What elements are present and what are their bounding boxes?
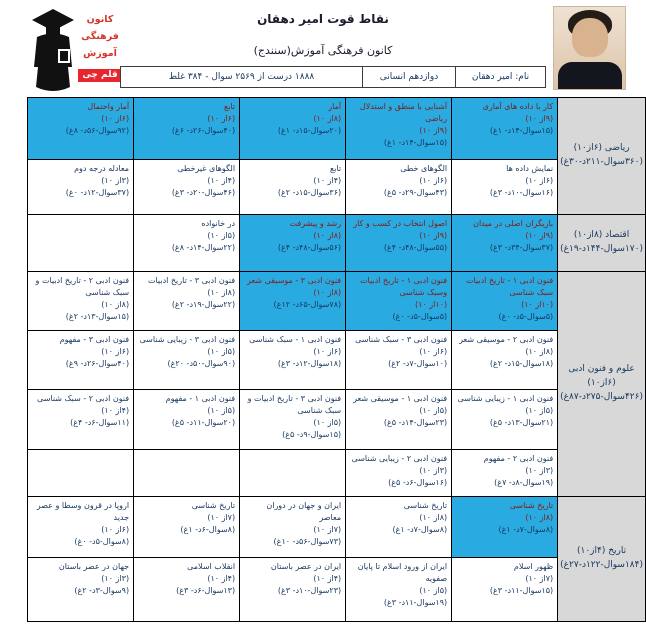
topic-counts: (۷۳سوال-۵۶د- ۱۰غ) xyxy=(273,537,342,546)
topic-name: بازیگران اصلی در میدان xyxy=(473,219,554,228)
subject-cell xyxy=(558,215,646,272)
topic-name: در خانواده xyxy=(201,219,236,228)
topic-rating: (۶از ۱۰) xyxy=(525,176,554,185)
topic-name: تاریخ شناسی xyxy=(191,501,236,510)
topic-counts: (۱۰سوال-۷د- ۲غ) xyxy=(388,359,448,368)
topic-name: فنون ادبی ۱ - زیبایی شناسی xyxy=(457,394,554,403)
topic-name: فنون ادبی ۱ - موسیقی شعر xyxy=(353,394,448,403)
topic-rating: (۴از ۱۰) xyxy=(207,574,236,583)
topic-counts: (۱۶سوال-۱۰د- ۳غ) xyxy=(489,188,554,197)
topic-name: تابع xyxy=(329,164,342,173)
topic-name: الگوهای خطی xyxy=(400,164,448,173)
table-row xyxy=(28,390,646,450)
topic-rating: (۸از ۱۰) xyxy=(419,513,448,522)
topic-cell xyxy=(28,160,134,215)
topic-rating: (۶از ۱۰) xyxy=(101,525,130,534)
topic-name: فنون ادبی ۲ - مفهوم xyxy=(483,454,554,463)
topic-counts: (۸سوال-۶د- ۱غ) xyxy=(180,525,236,534)
topic-name: تاریخ شناسی xyxy=(403,501,448,510)
topic-rating: (۵از ۱۰) xyxy=(207,406,236,415)
topic-counts: (۴۳سوال-۲۹د- ۵غ) xyxy=(383,188,448,197)
topic-name: انقلاب اسلامی xyxy=(187,562,236,571)
topic-counts: (۹سوال-۳د- ۲غ) xyxy=(74,586,130,595)
topic-cell xyxy=(28,558,134,622)
topic-counts: (۲۰سوال-۱۱د- ۵غ) xyxy=(171,418,236,427)
topic-name: ایران در عصر باستان xyxy=(270,562,342,571)
subject-name: تاریخ (۴از۱۰) xyxy=(576,546,627,557)
topic-counts: (۸سوال-۷د- ۱غ) xyxy=(498,525,554,534)
topic-cell xyxy=(240,390,346,450)
topic-cell xyxy=(346,215,452,272)
topic-cell xyxy=(240,558,346,622)
topic-rating: (۸از ۱۰) xyxy=(207,288,236,297)
topic-rating: (۵از ۱۰) xyxy=(207,231,236,240)
topic-rating: (۷از ۱۰) xyxy=(207,513,236,522)
topic-counts: (۱۸سوال-۱۵د- ۲غ) xyxy=(489,359,554,368)
topic-counts: (۱۹سوال-۸د- ۷غ) xyxy=(494,478,554,487)
strengths-table xyxy=(27,97,646,622)
empty-cell xyxy=(134,450,240,497)
topic-rating: (۶از ۱۰) xyxy=(419,176,448,185)
topic-counts: (۴۰سوال-۲۶د- ۹غ) xyxy=(65,359,130,368)
topic-rating: (۹از ۱۰) xyxy=(525,231,554,240)
topic-rating: (۱۰از ۱۰) xyxy=(521,300,554,309)
topic-counts: (۳۷سوال-۱۲د- ۰غ) xyxy=(65,188,130,197)
topic-cell xyxy=(452,497,558,558)
topic-cell xyxy=(240,497,346,558)
table-row xyxy=(28,331,646,390)
topic-cell xyxy=(240,272,346,331)
page-title: نقاط قوت امیر دهقان xyxy=(257,12,389,26)
topic-counts: (۵۵سوال-۴۸د- ۴غ) xyxy=(383,243,448,252)
topic-name: رشد و پیشرفت xyxy=(289,219,342,228)
subject-name: ریاضی (۶از۱۰) xyxy=(573,143,630,154)
topic-cell xyxy=(346,331,452,390)
topic-counts: (۸سوال-۷د- ۱غ) xyxy=(392,525,448,534)
topic-counts: (۴۶سوال-۲۰د- ۳غ) xyxy=(171,188,236,197)
table-row xyxy=(28,497,646,558)
topic-name: فنون ادبی ۱ - تاریخ ادبیات سبک شناسی xyxy=(466,276,554,297)
topic-counts: (۲۲سوال-۱۴د- ۸غ) xyxy=(171,243,236,252)
topic-rating: (۶از ۱۰) xyxy=(101,114,130,123)
topic-name: فنون ادبی ۳ - سبک شناسی xyxy=(355,335,448,344)
topic-name: فنون ادبی ۳ - موسیقی شعر xyxy=(247,276,342,285)
subject-cell xyxy=(558,272,646,497)
empty-cell xyxy=(28,450,134,497)
topic-counts: (۲۰سوال-۱۵د- ۱غ) xyxy=(277,126,342,135)
table-row xyxy=(28,272,646,331)
topic-cell xyxy=(240,331,346,390)
topic-name: آشنایی با منطق و استدلال ریاضی xyxy=(359,102,448,123)
topic-counts: (۲۲سوال-۱۹د- ۲غ) xyxy=(171,300,236,309)
topic-counts: (۷۸سوال-۶۵د- ۱۲غ) xyxy=(273,300,342,309)
photo-shirt xyxy=(558,62,622,89)
topic-counts: (۱۵سوال-۱۴د- ۱غ) xyxy=(489,126,554,135)
topic-cell xyxy=(240,160,346,215)
student-photo xyxy=(553,6,626,90)
topic-cell xyxy=(134,160,240,215)
topic-rating: (۸از ۱۰) xyxy=(525,347,554,356)
topic-name: تاریخ شناسی xyxy=(509,501,554,510)
topic-counts: (۱۵سوال-۱۳د- ۲غ) xyxy=(65,312,130,321)
photo-face xyxy=(572,18,608,57)
topic-cell xyxy=(240,215,346,272)
student-name: نام: امیر دهقان xyxy=(455,67,545,87)
topic-name: اصول انتخاب در کسب و کار xyxy=(353,219,448,228)
topic-cell xyxy=(346,98,452,160)
topic-cell xyxy=(28,331,134,390)
topic-cell xyxy=(240,98,346,160)
topic-cell xyxy=(134,215,240,272)
topic-name: اروپا در قرون وسطا و عصر جدید xyxy=(36,501,130,522)
topic-name: فنون ادبی ۳ - زیبایی شناسی xyxy=(139,335,236,344)
topic-counts: (۴۰سوال-۲۶د- ۶غ) xyxy=(171,126,236,135)
logo-word-amoozesh: آموزش xyxy=(83,48,117,59)
subject-counts: (۳۶۰سوال-۲۱۱د-۳۰غ) xyxy=(560,157,643,167)
topic-name: فنون ادبی ۲ - تاریخ ادبیات و سبک شناسی xyxy=(35,276,130,297)
topic-rating: (۸از ۱۰) xyxy=(313,114,342,123)
topic-cell xyxy=(452,331,558,390)
topic-rating: (۸از ۱۰) xyxy=(525,513,554,522)
student-score-summary: ۱۸۸۸ درست از ۲۵۶۹ سوال - ۳۸۴ غلط xyxy=(168,72,315,82)
topic-rating: (۸از ۱۰) xyxy=(313,288,342,297)
topic-cell xyxy=(452,558,558,622)
subject-name: اقتصاد (۸از۱۰) xyxy=(573,230,630,241)
topic-cell xyxy=(134,98,240,160)
topic-cell xyxy=(452,160,558,215)
topic-rating: (۵از ۱۰) xyxy=(419,406,448,415)
table-row xyxy=(28,558,646,622)
topic-rating: (۹از ۱۰) xyxy=(419,231,448,240)
topic-counts: (۱۳سوال-۶د- ۳غ) xyxy=(176,586,236,595)
topic-rating: (۳از ۱۰) xyxy=(101,574,130,583)
topic-counts: (۱۵سوال-۱۱د- ۳غ) xyxy=(489,586,554,595)
subject-counts: (۱۸۴سوال-۱۲۲د-۲۷غ) xyxy=(560,560,643,570)
topic-name: فنون ادبی ۲ - سبک شناسی xyxy=(37,394,130,403)
topic-counts: (۱۵سوال-۹د- ۵غ) xyxy=(282,430,342,439)
page-subtitle: کانون فرهنگی آموزش(سنندج) xyxy=(253,44,393,57)
topic-cell xyxy=(28,98,134,160)
topic-cell xyxy=(346,390,452,450)
topic-rating: (۵از ۱۰) xyxy=(419,586,448,595)
topic-rating: (۷از ۱۰) xyxy=(525,574,554,583)
strengths-table-body xyxy=(28,98,646,622)
logo-word-kanoon: کانون xyxy=(86,14,114,25)
topic-counts: (۱۵سوال-۱۴د- ۱غ) xyxy=(383,138,448,147)
logo-word-farhangi: فرهنگی xyxy=(81,31,119,42)
topic-cell xyxy=(452,215,558,272)
subject-name: علوم و فنون ادبی (۶از۱۰) xyxy=(568,364,635,389)
topic-cell xyxy=(134,272,240,331)
topic-rating: (۱۰از ۱۰) xyxy=(415,300,448,309)
topic-counts: (۳۶سوال-۱۵د- ۲غ) xyxy=(277,188,342,197)
topic-rating: (۷از ۱۰) xyxy=(313,525,342,534)
subject-cell xyxy=(558,497,646,622)
topic-counts: (۱۹سوال-۱۱د- ۳غ) xyxy=(383,598,448,607)
topic-cell xyxy=(134,331,240,390)
topic-rating: (۵از ۱۰) xyxy=(313,418,342,427)
topic-cell xyxy=(346,558,452,622)
topic-rating: (۸از ۱۰) xyxy=(313,231,342,240)
topic-counts: (۹۰سوال-۵۰د- ۲۰غ) xyxy=(167,359,236,368)
topic-cell xyxy=(28,390,134,450)
topic-rating: (۳از ۱۰) xyxy=(419,466,448,475)
topic-name: فنون ادبی ۳ - تاریخ ادبیات و سبک شناسی xyxy=(247,394,342,415)
topic-rating: (۶از ۱۰) xyxy=(313,347,342,356)
empty-cell xyxy=(240,450,346,497)
topic-name: فنون ادبی ۱ - سبک شناسی xyxy=(249,335,342,344)
topic-name: الگوهای غیرخطی xyxy=(177,164,236,173)
topic-cell xyxy=(346,497,452,558)
topic-rating: (۸از ۱۰) xyxy=(101,300,130,309)
topic-counts: (۲۳سوال-۱۴د- ۵غ) xyxy=(383,418,448,427)
topic-counts: (۱۶سوال-۶د- ۵غ) xyxy=(388,478,448,487)
topic-counts: (۵سوال-۵د- ۰غ) xyxy=(392,312,448,321)
empty-cell xyxy=(28,215,134,272)
topic-cell xyxy=(134,558,240,622)
topic-rating: (۵از ۱۰) xyxy=(525,406,554,415)
table-row xyxy=(28,450,646,497)
topic-cell xyxy=(346,272,452,331)
topic-cell xyxy=(28,272,134,331)
topic-rating: (۶از ۱۰) xyxy=(101,347,130,356)
topic-counts: (۱۱سوال-۶د- ۴غ) xyxy=(70,418,130,427)
topic-name: نمایش داده ها xyxy=(506,164,554,173)
topic-cell xyxy=(452,450,558,497)
topic-name: فنون ادبی ۳ - مفهوم xyxy=(59,335,130,344)
topic-name: تابع xyxy=(223,102,236,111)
table-row xyxy=(28,160,646,215)
topic-counts: (۲۳سوال-۱۰د- ۳غ) xyxy=(277,586,342,595)
topic-name: فنون ادبی ۲ - موسیقی شعر xyxy=(459,335,554,344)
student-grade: دوازدهم انسانی xyxy=(362,67,455,87)
ghalamchi-badge: قلم چی xyxy=(78,69,121,82)
topic-counts: (۵۶سوال-۴۸د- ۴غ) xyxy=(277,243,342,252)
topic-name: ایران و جهان در دوران معاصر xyxy=(266,501,342,522)
subject-cell xyxy=(558,98,646,215)
topic-cell xyxy=(134,497,240,558)
topic-cell xyxy=(346,450,452,497)
topic-rating: (۹از ۱۰) xyxy=(525,114,554,123)
topic-name: آمار xyxy=(328,102,342,111)
topic-name: فنون ادبی ۱ - مفهوم xyxy=(165,394,236,403)
topic-name: آمار واحتمال xyxy=(87,102,130,111)
topic-cell xyxy=(28,497,134,558)
topic-counts: (۳۷سوال-۳۴د- ۳غ) xyxy=(489,243,554,252)
topic-name: فنون ادبی ۳ - تاریخ ادبیات xyxy=(147,276,236,285)
subject-counts: (۱۷۰سوال-۱۴۴د-۱۹غ) xyxy=(560,244,643,254)
topic-rating: (۳از ۱۰) xyxy=(101,176,130,185)
topic-cell xyxy=(134,390,240,450)
topic-cell xyxy=(452,98,558,160)
topic-rating: (۹از ۱۰) xyxy=(419,126,448,135)
topic-rating: (۴از ۱۰) xyxy=(207,176,236,185)
topic-counts: (۱۸سوال-۱۲د- ۳غ) xyxy=(277,359,342,368)
subject-counts: (۴۲۶سوال-۲۷۵د-۸۷غ) xyxy=(560,391,643,402)
topic-cell xyxy=(452,390,558,450)
topic-cell xyxy=(452,272,558,331)
topic-name: فنون ادبی ۱ - تاریخ ادبیات وسبک شناسی xyxy=(359,276,448,297)
topic-counts: (۵سوال-۵د- ۰غ) xyxy=(498,312,554,321)
topic-counts: (۹۲سوال-۵۶د- ۸غ) xyxy=(65,126,130,135)
topic-rating: (۴از ۱۰) xyxy=(313,574,342,583)
topic-name: جهان در عصر باستان xyxy=(58,562,130,571)
student-info-bar xyxy=(120,66,546,88)
topic-rating: (۶از ۱۰) xyxy=(419,347,448,356)
topic-name: فنون ادبی ۲ - زیبایی شناسی xyxy=(351,454,448,463)
topic-rating: (۶از ۱۰) xyxy=(207,114,236,123)
topic-name: کار با داده های آماری xyxy=(482,102,554,111)
topic-rating: (۴از ۱۰) xyxy=(313,176,342,185)
topic-name: ایران از ورود اسلام تا پایان صفویه xyxy=(357,562,448,583)
topic-cell xyxy=(346,160,452,215)
topic-counts: (۲۱سوال-۱۳د- ۵غ) xyxy=(489,418,554,427)
topic-name: ظهور اسلام xyxy=(513,562,554,571)
table-row xyxy=(28,98,646,160)
topic-name: معادله درجه دوم xyxy=(74,164,130,173)
topic-rating: (۴از ۱۰) xyxy=(101,406,130,415)
table-row xyxy=(28,215,646,272)
topic-rating: (۳از ۱۰) xyxy=(525,466,554,475)
topic-counts: (۸سوال-۵د- ۰غ) xyxy=(74,537,130,546)
topic-rating: (۵از ۱۰) xyxy=(207,347,236,356)
